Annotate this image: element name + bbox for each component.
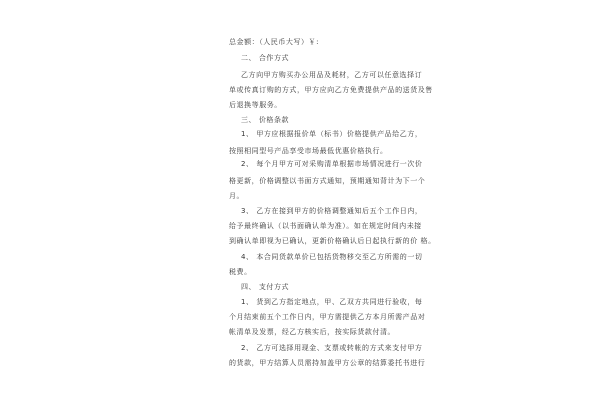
paragraph-line: 单或传真订购的方式，甲方应向乙方免费提供产品的送货及售 [229,86,433,94]
paragraph-line: 到确认单即视为已确认，更新价格确认后日起执行新的价 格。 [229,237,436,245]
section-heading-cooperation: 二、 合作方式 [241,54,290,62]
paragraph-line: 后退换等服务。 [229,101,282,109]
paragraph-line: 4、 本合同货款单价已包括货物移交至乙方所需的一切 [241,253,423,261]
paragraph-line: 2、 乙方可选择用现金、支票或转帐的方式来支付甲方 [241,344,423,352]
section-heading-price: 三、 价格条款 [241,116,290,124]
paragraph-line: 税费。 [229,268,252,276]
paragraph-line: 给予最终确认（以书面确认单为准）。如在规定时间内未接 [229,222,422,230]
section-heading-payment: 四、 支付方式 [241,283,290,291]
paragraph-line: 3、 乙方在接到甲方的价格调整通知后五个工作日内， [241,207,423,215]
paragraph-line: 乙方向甲方购买办公用品及耗材，乙方可以任意选择订 [241,71,423,79]
paragraph-line: 月。 [229,192,245,200]
paragraph-line: 格更新，价格调整以书面方式通知，预期通知背计为下一个 [229,177,426,185]
paragraph-line: 1、 甲方应根据报价单（标书）价格提供产品给乙方， [241,130,423,138]
paragraph-line: 按照相同型号产品享受市场最低优惠价格执行。 [229,147,388,155]
paragraph-line: 个月结束前五个工作日内，甲方需提供乙方本月所需产品对 [229,313,426,321]
paragraph-line: 2、 每个月甲方可对采购清单根据市场情况进行一次价 [241,160,423,168]
paragraph-line: 1、 货到乙方指定地点，甲、乙双方共同进行验收，每 [241,298,423,306]
paragraph-line: 帐清单及发票，经乙方核实后，按实际货款付清。 [229,328,396,336]
paragraph-line: 的货款，甲方结算人员需持加盖甲方公章的结算委托书进行 [229,359,426,367]
total-amount-line: 总金额：（人民币大写）￥: [229,38,320,46]
